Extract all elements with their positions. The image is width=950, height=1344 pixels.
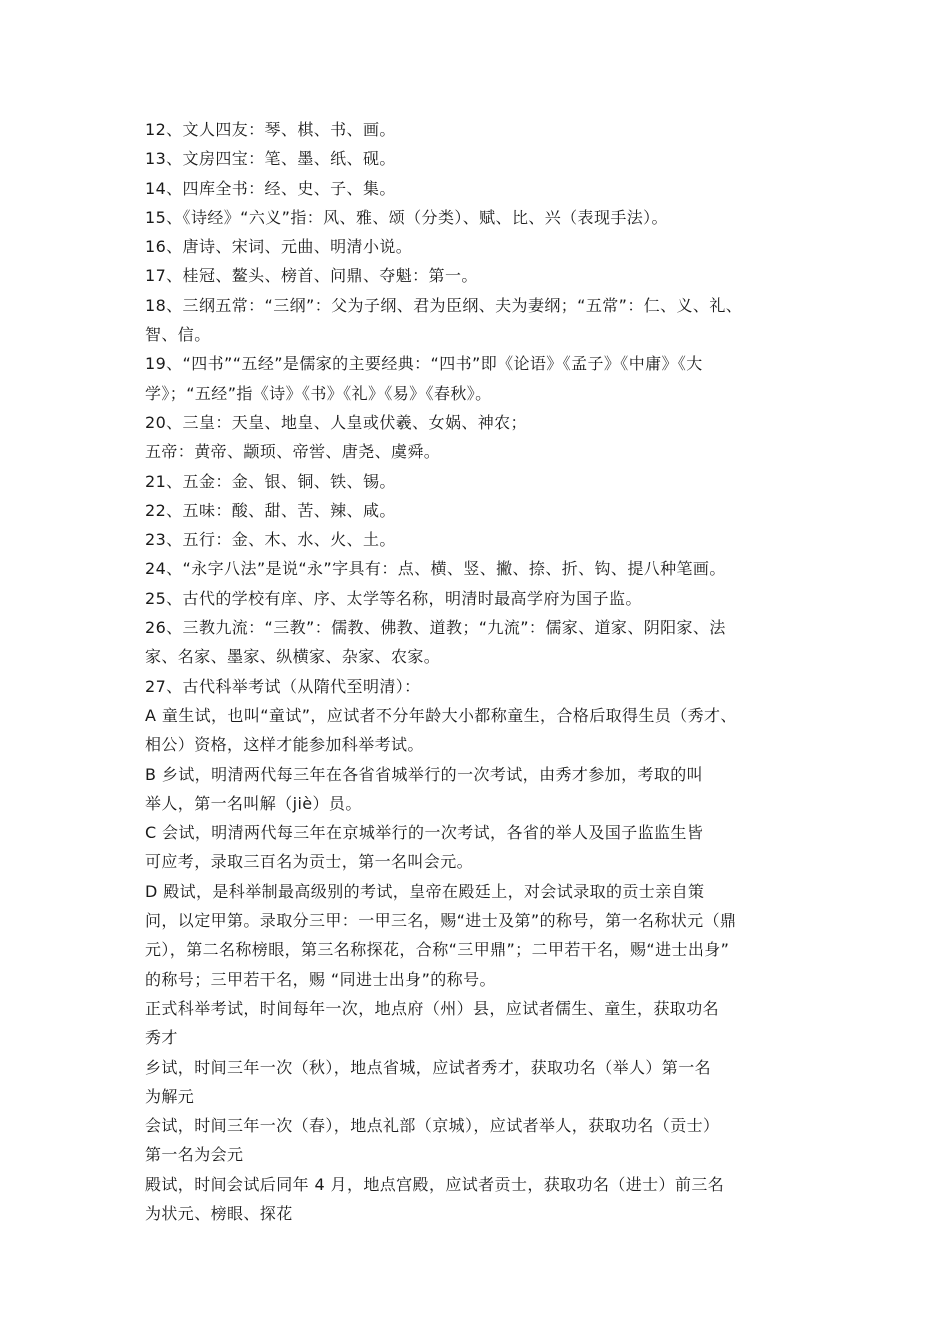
text-line: D 殿试，是科举制最高级别的考试，皇帝在殿廷上，对会试录取的贡士亲自策 xyxy=(145,881,705,901)
text-line: 会试，时间三年一次（春），地点礼部（京城），应试者举人，获取功名（贡士） xyxy=(145,1116,720,1136)
text-line: C 会试，明清两代每三年在京城举行的一次考试，各省的举人及国子监监生皆 xyxy=(145,823,704,843)
text-line: 举人，第一名叫解（jiè）员。 xyxy=(145,793,362,813)
text-line: 14、四库全书：经、史、子、集。 xyxy=(145,178,396,198)
text-line: 智、信。 xyxy=(145,325,211,345)
text-line: 为状元、榜眼、探花 xyxy=(145,1203,293,1223)
text-line: 19、“四书”“五经”是儒家的主要经典：“四书”即《论语》《孟子》《中庸》《大 xyxy=(145,354,703,374)
text-line: 16、唐诗、宋词、元曲、明清小说。 xyxy=(145,237,413,257)
text-line: 12、文人四友：琴、棋、书、画。 xyxy=(145,120,396,139)
text-line: 26、三教九流：“三教”：儒教、佛教、道教；“九流”：儒家、道家、阴阳家、法 xyxy=(145,618,726,638)
text-line: 正式科举考试，时间每年一次，地点府（州）县，应试者儒生、童生，获取功名 xyxy=(145,998,720,1018)
text-line: 13、文房四宝：笔、墨、纸、砚。 xyxy=(145,149,396,169)
text-line: 家、名家、墨家、纵横家、杂家、农家。 xyxy=(145,647,441,667)
text-line: 第一名为会元 xyxy=(145,1145,244,1165)
text-line: A 童生试，也叫“童试”，应试者不分年龄大小都称童生，合格后取得生员（秀才、 xyxy=(145,705,737,725)
text-line: 五帝：黄帝、颛顼、帝喾、唐尧、虞舜。 xyxy=(145,442,441,462)
text-line: 23、五行：金、木、水、火、土。 xyxy=(145,530,396,550)
text-line: 21、五金：金、银、铜、铁、锡。 xyxy=(145,471,396,491)
text-line: 20、三皇：天皇、地皇、人皇或伏羲、女娲、神农； xyxy=(145,412,527,432)
text-line: 秀才 xyxy=(145,1028,178,1048)
text-line: 殿试，时间会试后同年 4 月，地点宫殿，应试者贡士，获取功名（进士）前三名 xyxy=(145,1174,725,1194)
text-line: 22、五味：酸、甜、苦、辣、咸。 xyxy=(145,500,396,520)
text-line: 为解元 xyxy=(145,1086,195,1106)
text-line: 的称号；三甲若干名，赐 “同进士出身”的称号。 xyxy=(145,969,496,989)
text-line: 学》；“五经”指《诗》《书》《礼》《易》《春秋》。 xyxy=(145,383,492,403)
text-line: 可应考，录取三百名为贡士，第一名叫会元。 xyxy=(145,852,474,872)
text-line: 24、“永字八法”是说“永”字具有：点、横、竖、撇、捺、折、钩、提八种笔画。 xyxy=(145,559,726,579)
text-line: 15、《诗经》“六义”指：风、雅、颂（分类）、赋、比、兴（表现手法）。 xyxy=(145,207,668,227)
text-line: 25、古代的学校有庠、序、太学等名称，明清时最高学府为国子监。 xyxy=(145,588,642,608)
text-line: 27、古代科举考试（从隋代至明清）： xyxy=(145,676,421,696)
document-body xyxy=(145,115,807,1228)
text-line: 元），第二名称榜眼，第三名称探花，合称“三甲鼎”；二甲若干名，赐“进士出身” xyxy=(145,940,730,960)
text-line: 问，以定甲第。录取分三甲：一甲三名，赐“进士及第”的称号，第一名称状元（鼎 xyxy=(145,911,737,931)
text-line: 乡试，时间三年一次（秋），地点省城，应试者秀才，获取功名（举人）第一名 xyxy=(145,1057,712,1077)
text-line: 17、桂冠、鳌头、榜首、问鼎、夺魁：第一。 xyxy=(145,266,478,286)
text-line: 相公）资格，这样才能参加科举考试。 xyxy=(145,735,424,755)
text-line: 18、三纲五常：“三纲”：父为子纲、君为臣纲、夫为妻纲；“五常”：仁、义、礼、 xyxy=(145,295,743,315)
text-line: B 乡试，明清两代每三年在各省省城举行的一次考试，由秀才参加，考取的叫 xyxy=(145,764,704,784)
